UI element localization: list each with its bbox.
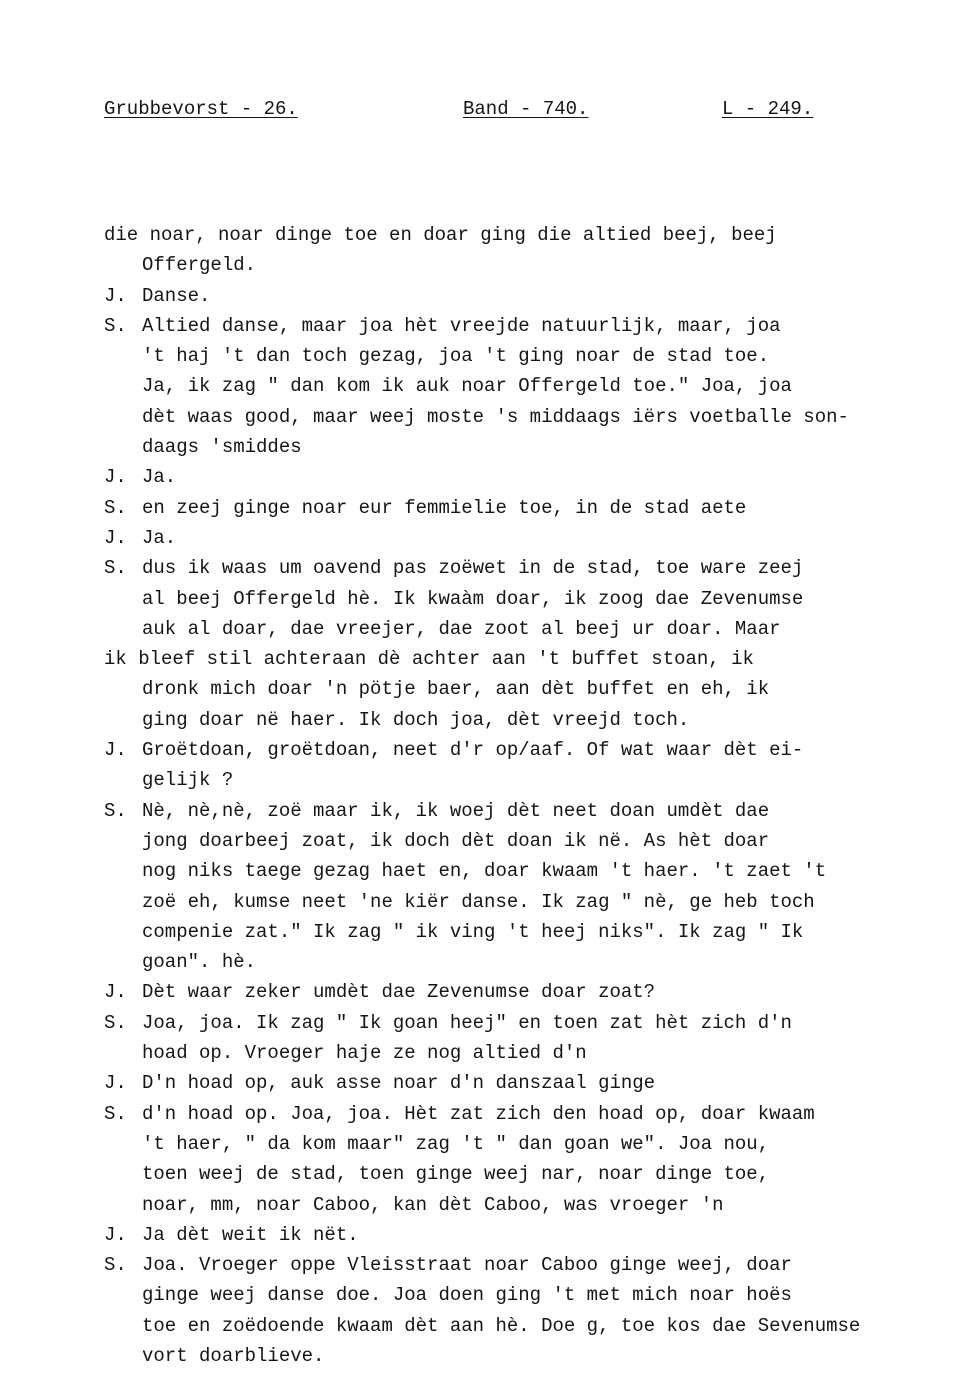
speaker-label: S. (104, 1254, 127, 1277)
line-text: Danse. (142, 284, 211, 307)
transcript-line (104, 523, 964, 553)
line-text: al beej Offergeld hè. Ik kwaàm doar, ik zoog dae Zevenumse (142, 587, 804, 610)
transcript-line (104, 1311, 964, 1341)
transcript-line (104, 796, 964, 826)
transcript-line (104, 826, 964, 856)
line-text: Joa. Vroeger oppe Vleisstraat noar Caboo ginge weej, doar (142, 1254, 792, 1277)
transcript-line (104, 735, 964, 765)
speaker-label: S. (104, 799, 127, 822)
speaker-label: S. (104, 1102, 127, 1125)
transcript-line (104, 1099, 964, 1129)
speaker-label: S. (104, 1011, 127, 1034)
line-text: Joa, joa. Ik zag " Ik goan heej" en toen zat hèt zich d'n (142, 1011, 792, 1034)
line-text: D'n hoad op, auk asse noar d'n danszaal ginge (142, 1072, 656, 1095)
line-text: compenie zat." Ik zag " ik ving 't heej niks". Ik zag " Ik (142, 920, 804, 943)
line-text: 't haj 't dan toch gezag, joa 't ging noar de stad toe. (142, 345, 770, 368)
line-text: noar, mm, noar Caboo, kan dèt Caboo, was vroeger 'n (142, 1193, 724, 1216)
transcript-line (104, 674, 964, 704)
page-header (0, 98, 979, 128)
transcript-line (104, 614, 964, 644)
transcript-line (104, 947, 964, 977)
speaker-label: J. (104, 1223, 127, 1246)
line-text: Altied danse, maar joa hèt vreejde natuurlijk, maar, joa (142, 314, 781, 337)
transcript-line (104, 402, 964, 432)
speaker-label: J. (104, 526, 127, 549)
transcript-line (104, 705, 964, 735)
transcript-line (104, 1280, 964, 1310)
transcript-line (104, 1129, 964, 1159)
line-text: nog niks taege gezag haet en, doar kwaam 't haer. 't zaet 't (142, 860, 827, 883)
transcript-line (104, 311, 964, 341)
line-text: hoad op. Vroeger haje ze nog altied d'n (142, 1042, 587, 1065)
speaker-label: S. (104, 496, 127, 519)
line-text: Nè, nè,nè, zoë maar ik, ik woej dèt neet doan umdèt dae (142, 799, 770, 822)
speaker-label: S. (104, 557, 127, 580)
speaker-label: J. (104, 739, 127, 762)
line-text: Offergeld. (142, 254, 257, 277)
line-text: dus ik waas um oavend pas zoëwet in de stad, toe ware zeej (142, 557, 804, 580)
transcript-line (104, 341, 964, 371)
header-page-number: L - 249. (722, 98, 814, 120)
line-text: d'n hoad op. Joa, joa. Hèt zat zich den hoad op, doar kwaam (142, 1102, 815, 1125)
line-text: vort doarblieve. (142, 1344, 325, 1367)
line-text: jong doarbeej zoat, ik doch dèt doan ik në. As hèt doar (142, 829, 770, 852)
speaker-label: J. (104, 981, 127, 1004)
speaker-label: S. (104, 314, 127, 337)
transcript-line (104, 1038, 964, 1068)
transcript-line (104, 1190, 964, 1220)
line-text: Ja. (142, 466, 177, 489)
line-text: gelijk ? (142, 769, 234, 792)
transcript-line (104, 977, 964, 1007)
transcript-line (104, 644, 964, 674)
transcript-line (104, 281, 964, 311)
line-text: ginge weej danse doe. Joa doen ging 't met mich noar hoës (142, 1284, 792, 1307)
line-text: auk al doar, dae vreejer, dae zoot al beej ur doar. Maar (142, 617, 781, 640)
speaker-label: J. (104, 466, 127, 489)
transcript-line (104, 462, 964, 492)
line-text: en zeej ginge noar eur femmielie toe, in de stad aete (142, 496, 747, 519)
line-text: Ja dèt weit ik nët. (142, 1223, 359, 1246)
transcript-line (104, 765, 964, 795)
transcript-body (104, 220, 964, 1371)
transcript-line (104, 584, 964, 614)
speaker-label: J. (104, 284, 127, 307)
transcript-line (104, 1341, 964, 1371)
transcript-line (104, 493, 964, 523)
transcript-line (104, 887, 964, 917)
transcript-line (104, 1068, 964, 1098)
header-location: Grubbevorst - 26. (104, 98, 298, 120)
transcript-line (104, 553, 964, 583)
line-text: toen weej de stad, toen ginge weej nar, noar dinge toe, (142, 1163, 770, 1186)
line-text: Ja, ik zag " dan kom ik auk noar Offergeld toe." Joa, joa (142, 375, 792, 398)
transcript-line (104, 856, 964, 886)
line-text: zoë eh, kumse neet 'ne kiër danse. Ik zag " nè, ge heb toch (142, 890, 815, 913)
transcript-line (104, 1220, 964, 1250)
line-text: ging doar në haer. Ik doch joa, dèt vreejd toch. (142, 708, 690, 731)
line-text: Ja. (142, 526, 177, 549)
transcript-line (104, 1159, 964, 1189)
line-text: Dèt waar zeker umdèt dae Zevenumse doar zoat? (142, 981, 656, 1004)
header-band: Band - 740. (463, 98, 589, 120)
line-text: Groëtdoan, groëtdoan, neet d'r op/aaf. Of wat waar dèt ei- (142, 739, 804, 762)
line-text: ik bleef stil achteraan dè achter aan 't buffet stoan, ik (104, 648, 754, 671)
line-text: dèt waas good, maar weej moste 's middaags iërs voetballe son- (142, 405, 849, 428)
line-text: goan". hè. (142, 951, 257, 974)
speaker-label: J. (104, 1072, 127, 1095)
transcript-line (104, 432, 964, 462)
transcript-line (104, 371, 964, 401)
transcript-line (104, 917, 964, 947)
transcript-line (104, 250, 964, 280)
transcript-line (104, 1250, 964, 1280)
line-text: toe en zoëdoende kwaam dèt aan hè. Doe g, toe kos dae Sevenumse (142, 1314, 861, 1337)
transcript-line (104, 1008, 964, 1038)
line-text: dronk mich doar 'n pötje baer, aan dèt buffet en eh, ik (142, 678, 770, 701)
line-text: daags 'smiddes (142, 436, 302, 459)
transcript-line (104, 220, 964, 250)
line-text: 't haer, " da kom maar" zag 't " dan goan we". Joa nou, (142, 1132, 770, 1155)
line-text: die noar, noar dinge toe en doar ging die altied beej, beej (104, 224, 777, 246)
